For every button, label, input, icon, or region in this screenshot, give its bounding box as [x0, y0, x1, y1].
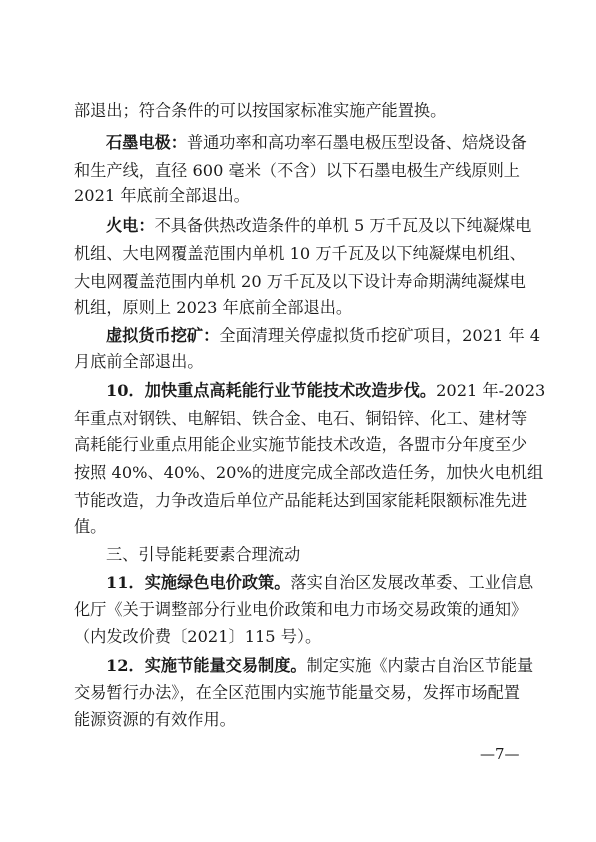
paragraph-line: 按照 40%、40%、20%的进度完成全部改造任务，加快火电机组: [74, 463, 544, 482]
item-text: 不具备供热改造条件的单机 5 万千瓦及以下纯凝煤电: [154, 216, 532, 235]
paragraph-line: 能源资源的有效作用。: [74, 710, 236, 729]
section-heading: 三、引导能耗要素合理流动: [106, 545, 301, 564]
paragraph-first-line: [106, 381, 546, 401]
paragraph-first-line: [106, 133, 527, 153]
item-text: 普通功率和高功率石墨电极压型设备、焙烧设备: [186, 133, 527, 152]
paragraph-line: 年重点对钢铁、电解铝、铁合金、电石、铜铅锌、化工、建材等: [74, 409, 528, 428]
paragraph-line: 月底前全部退出。: [74, 352, 204, 371]
paragraph-line: （内发改价费〔2021〕115 号）。: [74, 627, 322, 646]
paragraph-first-line: [106, 216, 532, 236]
item-text: 落实自治区发展改革委、工业信息: [290, 573, 534, 592]
paragraph-line: 和生产线，直径 600 毫米（不含）以下石墨电极生产线原则上: [74, 161, 520, 180]
paragraph-first-line: [106, 573, 534, 593]
paragraph-line: 机组、大电网覆盖范围内单机 10 万千瓦及以下纯凝煤电机组、: [74, 244, 526, 263]
paragraph-line: 2021 年底前全部退出。: [74, 186, 250, 205]
item-label: 12．实施节能量交易制度。: [106, 656, 307, 675]
page-number: —7—: [480, 745, 520, 763]
paragraph-line: 高耗能行业重点用能企业实施节能技术改造，各盟市分年度至少: [74, 435, 528, 454]
paragraph-line: 大电网覆盖范围内单机 20 万千瓦及以下设计寿命期满纯凝煤电: [74, 272, 526, 291]
paragraph-line: 交易暂行办法》，在全区范围内实施节能量交易，发挥市场配置: [74, 683, 520, 702]
item-label: 10．加快重点高耗能行业节能技术改造步伐。: [106, 381, 437, 400]
paragraph-line: 机组，原则上 2023 年底前全部退出。: [74, 298, 353, 317]
paragraph-line: 值。: [74, 517, 107, 536]
paragraph-line: 节能改造，力争改造后单位产品能耗达到国家能耗限额标准先进: [74, 491, 528, 510]
paragraph-line: 部退出；符合条件的可以按国家标准实施产能置换。: [74, 101, 447, 120]
item-text: 2021 年-2023: [436, 381, 546, 400]
item-label: 火电：: [106, 216, 155, 235]
item-label: 石墨电极：: [106, 133, 187, 152]
item-label: 虚拟货币挖矿：: [106, 326, 220, 345]
paragraph-line: 化厅《关于调整部分行业电价政策和电力市场交易政策的通知》: [74, 600, 528, 619]
item-text: 制定实施《内蒙古自治区节能量: [306, 656, 534, 675]
paragraph-first-line: [106, 656, 534, 676]
item-label: 11．实施绿色电价政策。: [106, 573, 291, 592]
paragraph-first-line: [106, 326, 541, 346]
item-text: 全面清理关停虚拟货币挖矿项目，2021 年 4: [219, 326, 541, 345]
